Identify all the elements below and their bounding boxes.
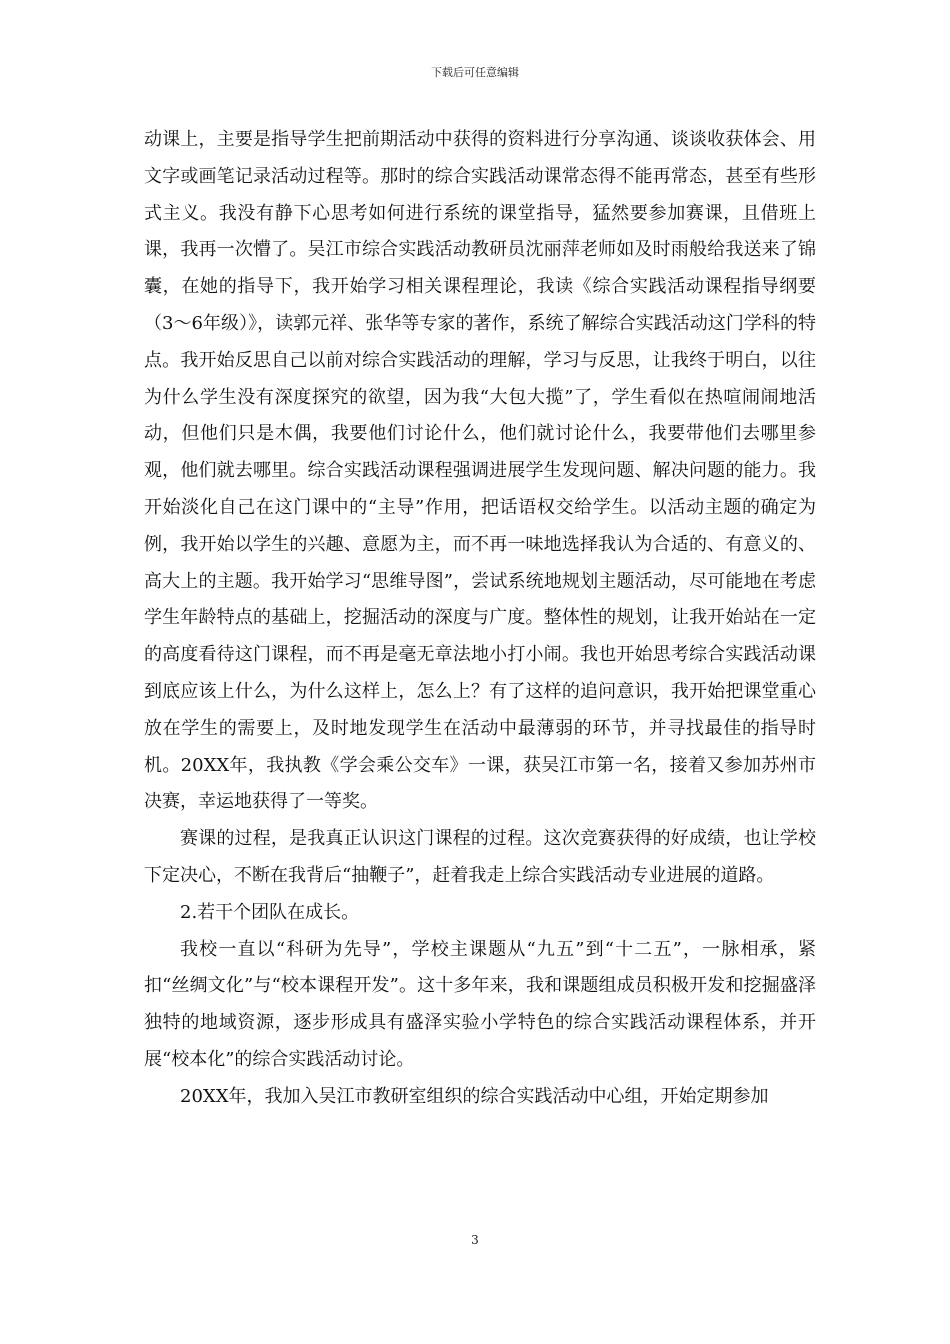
paragraph-4: 20XX年，我加入吴江市教研室组织的综合实践活动中心组，开始定期参加: [180, 1085, 769, 1107]
page-header: 下载后可任意编辑: [431, 66, 519, 79]
paragraph-1: 动课上，主要是指导学生把前期活动中获得的资料进行分享沟通、谈谈收获体会、用文字或画笔记录活动过程等。那时的综合实践活动课常态得不能再常态，甚至有些形式主义。我没有静下心思考如何进行系统的课堂指导，猛然要参加赛课，且借班上课，我再一次懵了。吴江市综合实践活动教研员沈丽萍老师如及时雨般给我送来了锦囊，在她的指导下，我开始学习相关课程理论，我读《综合实践活动课程指导纲要（3～6年级）》，读郭元祥、张华等专家的著作，系统了解综合实践活动这门学科的特点。我开始反思自己以前对综合实践活动的理解，学习与反思，让我终于明白，以往为什么学生没有深度探究的欲望，因为我“大包大揽”了，学生看似在热喧闹闹地活动，但他们只是木偶，我要他们讨论什么，他们就讨论什么，我要带他们去哪里参观，他们就去哪里。综合实践活动课程强调进展学生发现问题、解决问题的能力。我开始淡化自己在这门课中的“主导”作用，把话语权交给学生。以活动主题的确定为例，我开始以学生的兴趣、意愿为主，而不再一味地选择我认为合适的、有意义的、高大上的主题。我开始学习“思维导图”，尝试系统地规划主题活动，尽可能地在考虑学生年龄特点的基础上，挖掘活动的深度与广度。整体性的规划，让我开始站在一定的高度看待这门课程，而不再是毫无章法地小打小闹。我也开始思考综合实践活动课到底应该上什么，为什么这样上，怎么上？有了这样的追问意识，我开始把课堂重心放在学生的需要上，及时地发现学生在活动中最薄弱的环节，并寻找最佳的指导时机。20XX年，我执教《学会乘公交车》一课，获吴江市第一名，接着又参加苏州市决赛，幸运地获得了一等奖。: [144, 129, 816, 813]
section-heading: 2.若干个团队在成长。: [180, 901, 360, 923]
page-number: 3: [471, 1233, 479, 1247]
paragraph-3: 我校一直以“科研为先导”，学校主课题从“九五”到“十二五”，一脉相承，紧扣“丝绸文化”与“校本课程开发”。这十多年来，我和课题组成员积极开发和挖掘盛泽独特的地域资源，逐步形成具有盛泽实验小学特色的综合实践活动课程体系，并开展“校本化”的综合实践活动讨论。: [144, 938, 816, 1070]
paragraph-2: 赛课的过程，是我真正认识这门课程的过程。这次竞赛获得的好成绩，也让学校下定决心，不断在我背后“抽鞭子”，赶着我走上综合实践活动专业进展的道路。: [144, 828, 816, 886]
document-body: [144, 122, 816, 1116]
